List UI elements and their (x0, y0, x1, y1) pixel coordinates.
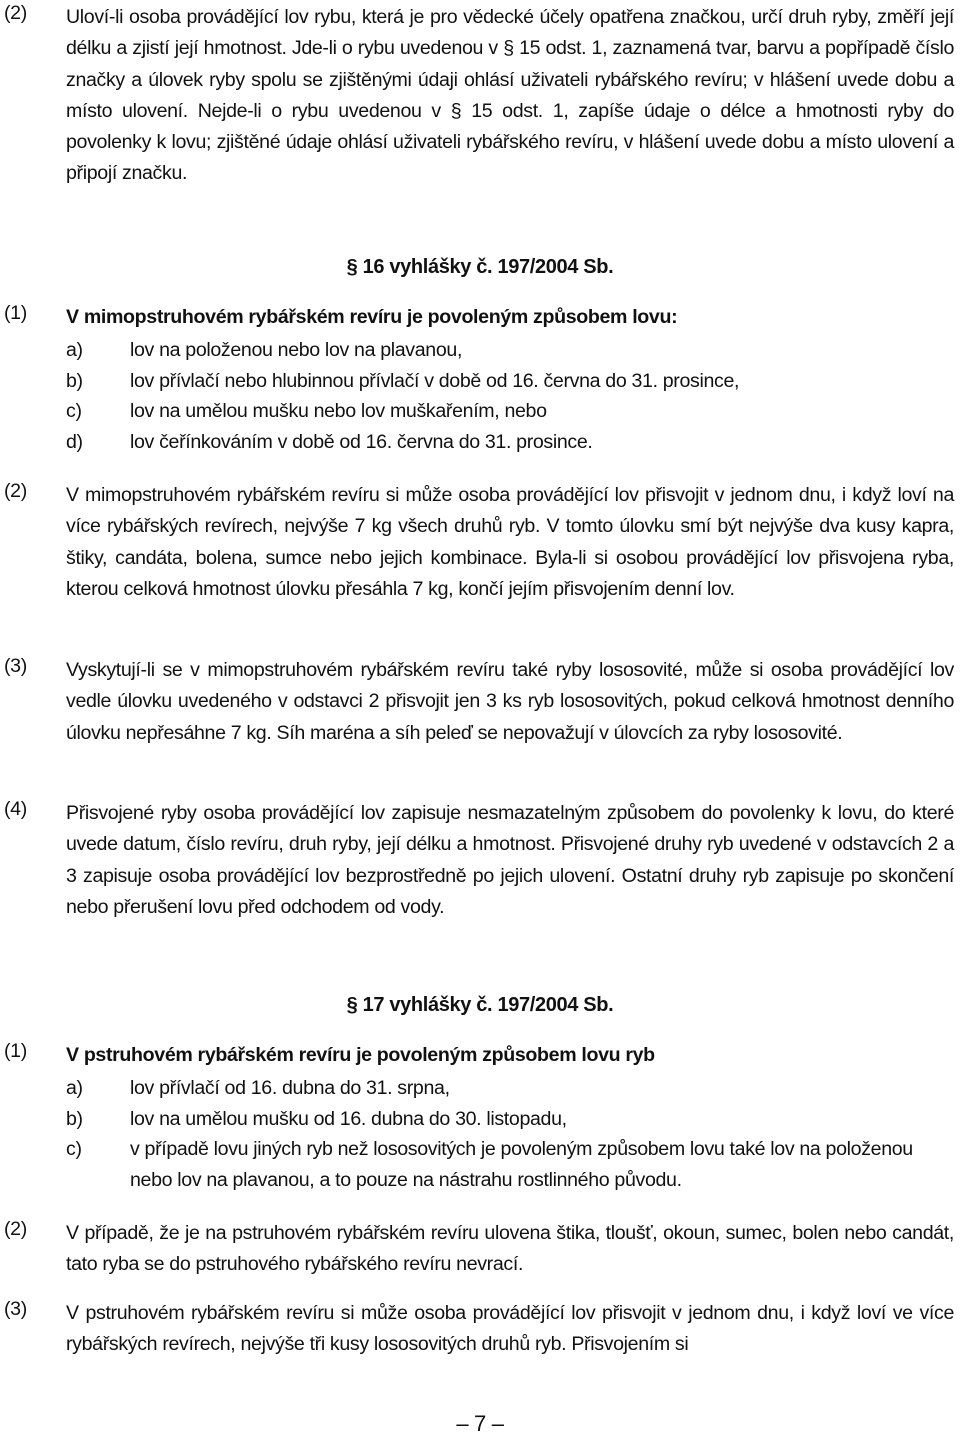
paragraph-heading: V pstruhovém rybářském revíru je povoleným způsobem lovu ryb (66, 1044, 655, 1066)
paragraph-number: (2) (4, 1218, 27, 1240)
paragraph-number: (2) (4, 480, 27, 502)
paragraph-number: (1) (4, 302, 27, 324)
section-16-title: § 16 vyhlášky č. 197/2004 Sb. (346, 256, 614, 278)
paragraph-text: Uloví-li osoba provádějící lov rybu, která je pro vědecké účely opatřena značkou, určí druh ryby, změří její délku a zjistí její hmotnost. Jde-li o rybu uvedenou v § 15 odst. 1, zaznamená tvar, barvu a popřípadě číslo značky a úlovek ryby spolu se zjištěnými údaji ohlásí uživateli rybářského revíru; v hlášení uvede dobu a místo ulovení. Nejde-li o rybu uvedenou v § 15 odst. 1, zapíše údaje o délce a hmotnosti ryby do povolenky k lovu; zjištěné údaje ohlásí uživateli rybářského revíru, v hlášení uvede dobu a místo ulovení a připojí značku. (66, 6, 954, 185)
method-list (66, 335, 954, 458)
paragraph-number: (3) (4, 655, 27, 677)
paragraph-number: (3) (4, 1298, 27, 1320)
paragraph-text: V pstruhovém rybářském revíru si může osoba provádějící lov přisvojit v jednom dnu, i když loví ve více rybářských revírech, nejvýše tři kusy lososovitých druhů ryb. Přisvojením si (66, 1302, 954, 1356)
list-item: a) lov přívlačí od 16. dubna do 31. srpna, (66, 1077, 450, 1099)
section-17-title: § 17 vyhlášky č. 197/2004 Sb. (346, 994, 614, 1016)
list-item: c) lov na umělou mušku nebo lov muškařením, nebo (66, 400, 547, 423)
list-item: a) lov na položenou nebo lov na plavanou, (66, 339, 463, 361)
paragraph-text: Vyskytují-li se v mimopstruhovém rybářském revíru také ryby lososovité, může si osoba provádějící lov vedle úlovku uvedeného v odstavci 2 přisvojit jen 3 ks ryb lososovitých, pokud celková hmotnost denního úlovku nepřesáhne 7 kg. Síh maréna a síh peleď se nepovažují v úlovcích za ryby lososovité. (66, 659, 954, 744)
list-item: c) v případě lovu jiných ryb než lososovitých je povoleným způsobem lovu také lov na položenou nebo lov na plavanou, a to pouze na nástrahu rostlinného původu. (66, 1138, 913, 1192)
list-item: b) lov na umělou mušku od 16. dubna do 30. listopadu, (66, 1107, 567, 1130)
paragraph-text: V mimopstruhovém rybářském revíru si může osoba provádějící lov přisvojit v jednom dnu, i když loví na více rybářských revírech, nejvýše 7 kg všech druhů ryb. V tomto úlovku smí být nejvýše dva kusy kapra, štiky, candáta, bolena, sumce nebo jejich kombinace. Byla-li si osobou provádějící lov přisvojena ryba, kterou celková hmotnost úlovku přesáhla 7 kg, končí jejím přisvojením denní lov. (66, 484, 954, 600)
list-item: b) lov přívlačí nebo hlubinnou přívlačí v době od 16. června do 31. prosince, (66, 369, 740, 392)
paragraph-number: (4) (4, 798, 27, 820)
paragraph-number: (2) (4, 2, 27, 24)
page-number: – 7 – (456, 1411, 504, 1436)
list-item: d) lov čeřínkováním v době od 16. června do 31. prosince. (66, 431, 593, 454)
method-list (66, 1073, 954, 1196)
paragraph-number: (1) (4, 1040, 27, 1062)
paragraph-text: V případě, že je na pstruhovém rybářském revíru ulovena štika, tloušť, okoun, sumec, bolen nebo candát, tato ryba se do pstruhového rybářského revíru nevrací. (66, 1222, 954, 1276)
paragraph-text: Přisvojené ryby osoba provádějící lov zapisuje nesmazatelným způsobem do povolenky k lovu, do které uvede datum, číslo revíru, druh ryby, její délku a hmotnost. Přisvojené druhy ryb uvedené v odstavcích 2 a 3 zapisuje osoba provádějící lov bezprostředně po jejich ulovení. Ostatní druhy ryb zapisuje po skončení nebo přerušení lovu před odchodem od vody. (66, 802, 954, 918)
paragraph-heading: V mimopstruhovém rybářském revíru je povoleným způsobem lovu: (66, 306, 678, 328)
